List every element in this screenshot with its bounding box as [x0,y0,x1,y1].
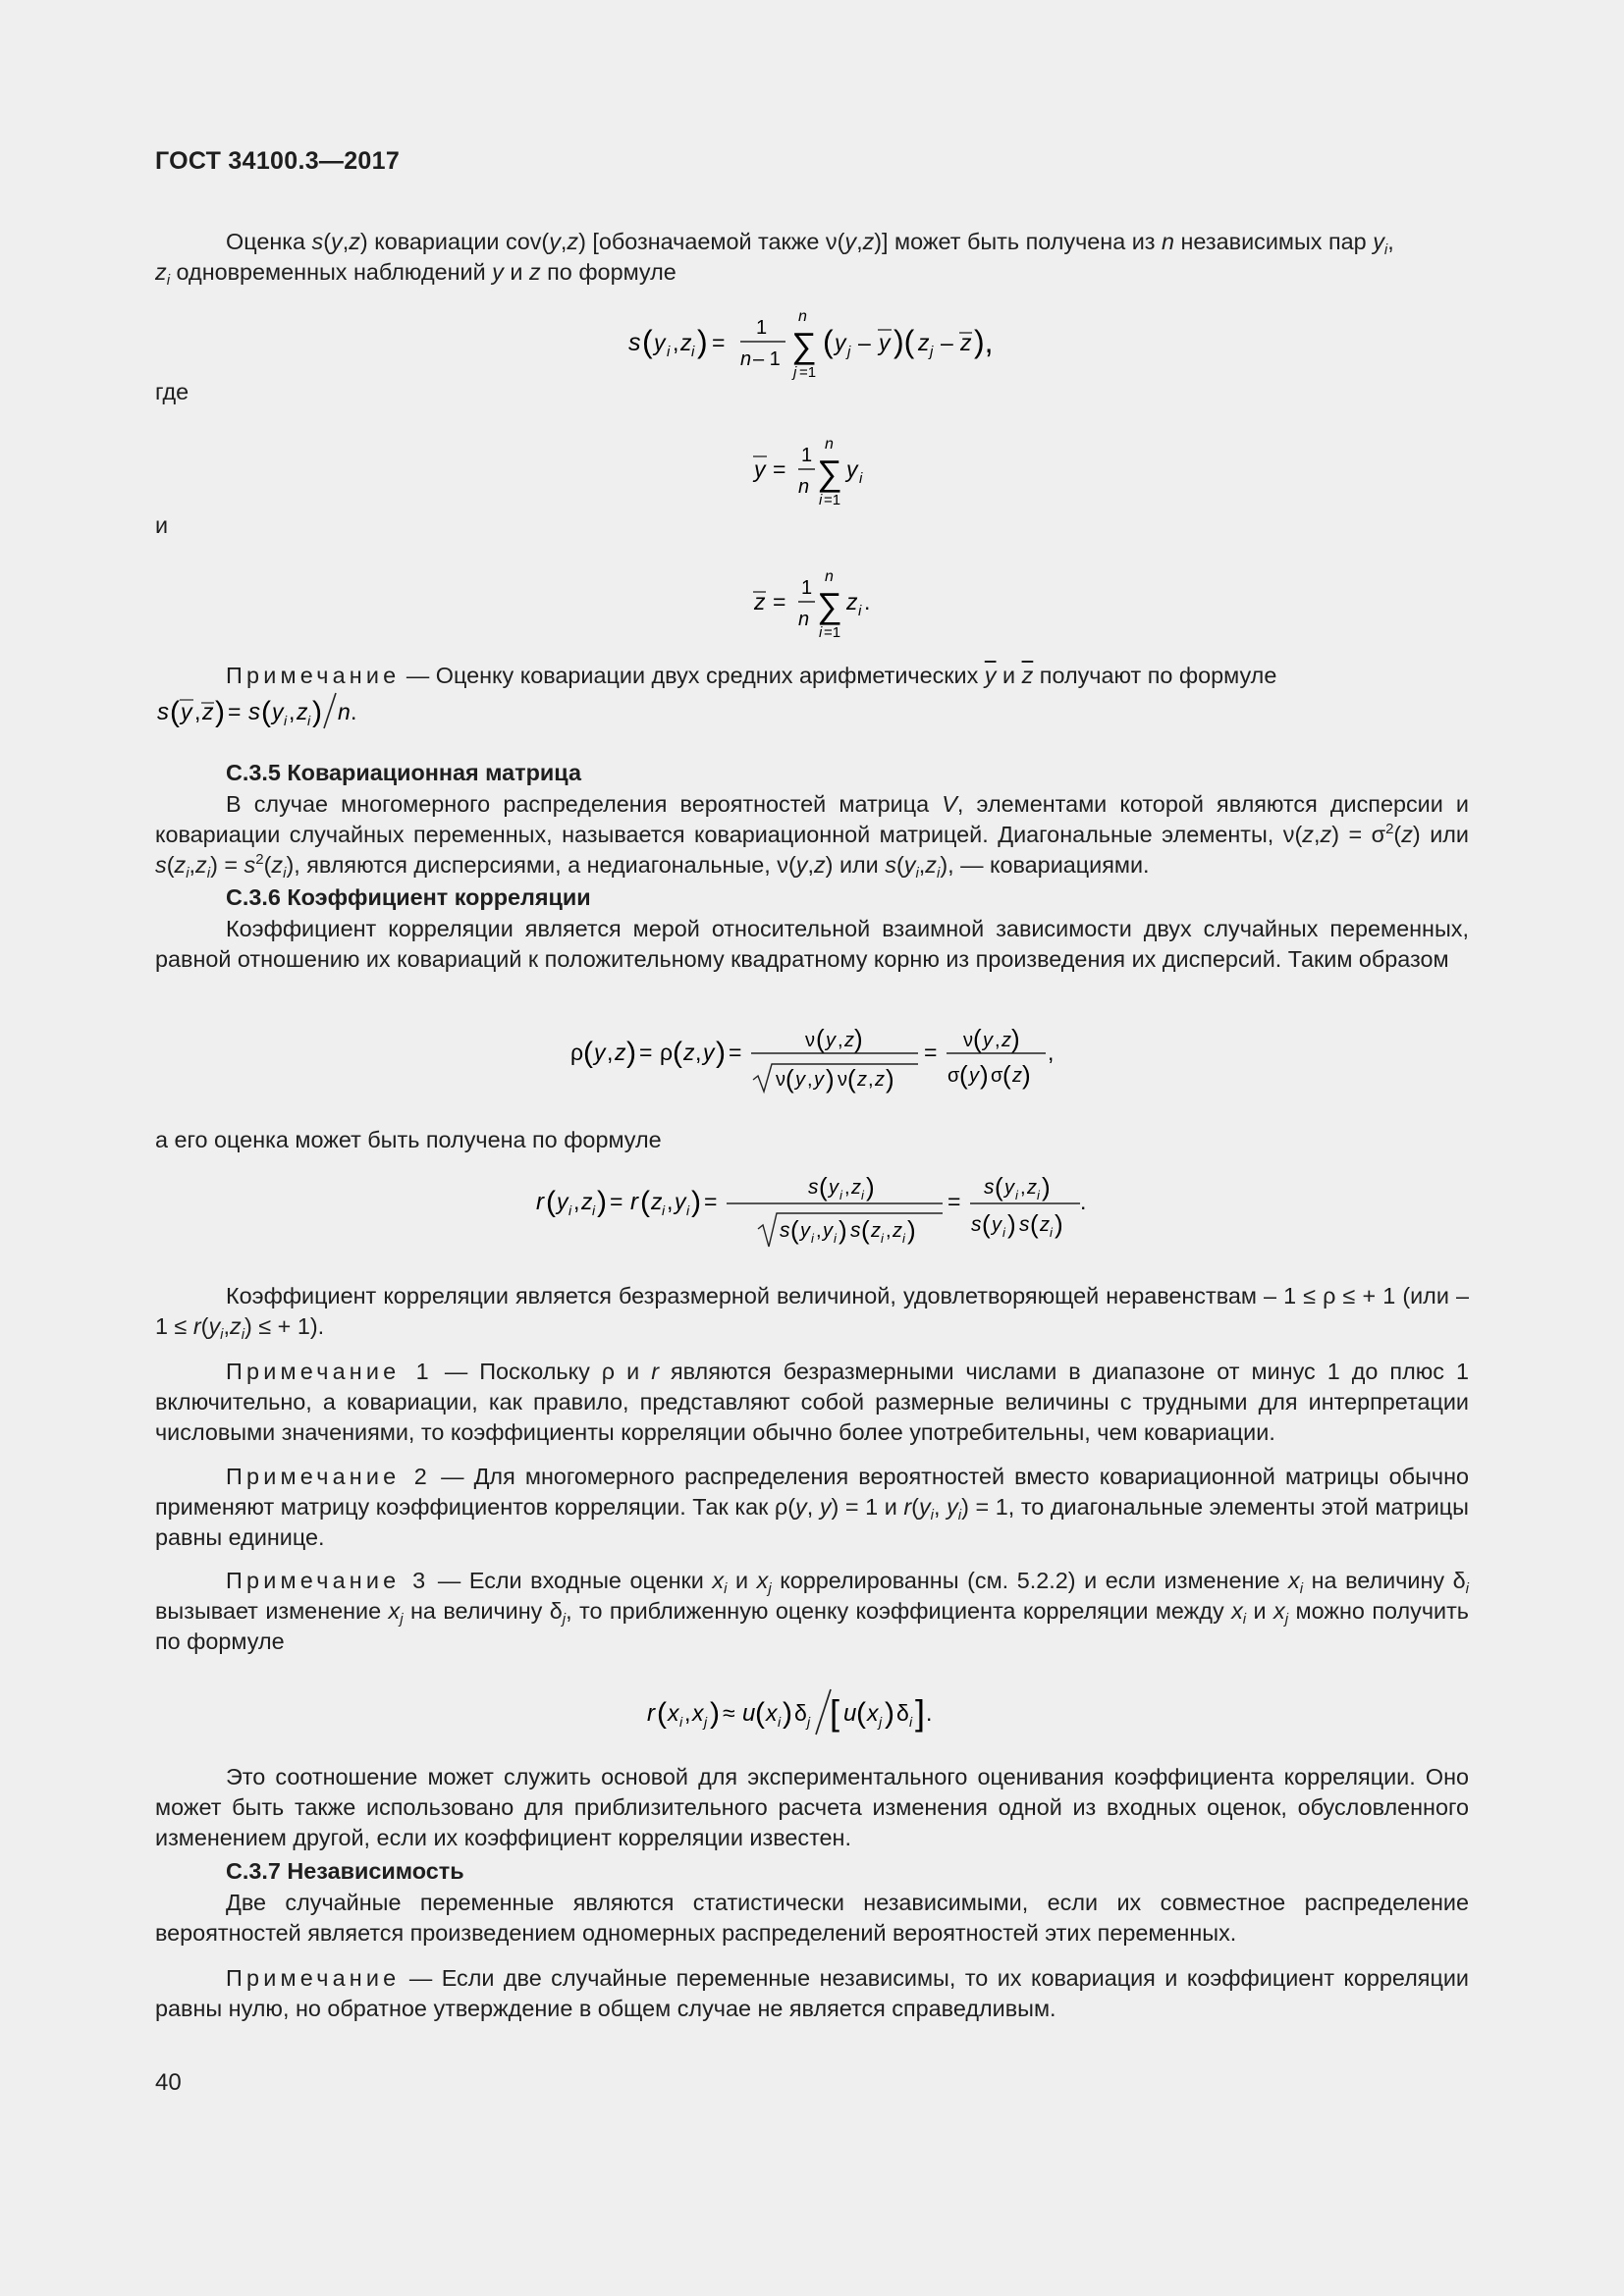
note-2: Примечание 2 — Для многомерного распределения вероятностей вместо ковариационной матрицы обычно применяют матрицу коэффициентов корреляции. Так как ρ(y, y) = 1 и $r(y_i$, $y_i) = 1$, то диагональные элементы этой матрицы равны единице. [155,1464,1470,1550]
svg-text:]: ] [915,1692,926,1733]
word-i: и [155,512,169,538]
svg-text:): ) [1007,1209,1016,1239]
svg-text:,: , [844,1177,850,1199]
svg-text:(: ( [856,1697,866,1730]
svg-text:(: ( [1002,1060,1011,1090]
svg-text:y: y [703,1040,715,1065]
mean-z-formula [746,564,893,653]
svg-text:): ) [697,324,708,359]
svg-text:,: , [816,1220,822,1242]
section-c36-text: Коэффициент корреляции является мерой относительной взаимной зависимости двух случайных переменных, равной отношению их ковариаций к положительному квадратному корню из произведения их дисперсий. Таким образом [155,916,1469,972]
svg-text:y: y [829,1177,839,1199]
svg-text:z: z [960,330,972,355]
svg-text:s: s [1019,1213,1030,1236]
svg-text:i: i [284,713,288,728]
svg-text:y: y [594,1040,606,1065]
svg-text:y: y [675,1189,686,1214]
svg-text:i: i [839,1188,842,1202]
svg-text:i: i [1015,1188,1018,1202]
svg-text:[: [ [830,1692,840,1733]
svg-text:j: j [704,1714,708,1730]
svg-text:): ) [866,1172,875,1201]
svg-text:): ) [783,1697,792,1730]
svg-text:σ: σ [947,1065,960,1087]
svg-text:,: , [868,1069,874,1091]
svg-text:i: i [909,1714,913,1730]
svg-text:(: ( [785,1064,794,1094]
svg-text:): ) [839,1215,847,1245]
svg-text:,: , [607,1040,614,1065]
svg-text:=: = [729,1040,742,1065]
svg-text:i: i [859,470,863,487]
note-label: Примечание [226,663,401,688]
svg-text:): ) [1011,1024,1020,1053]
svg-text:j: j [930,344,934,360]
svg-text:n: n [798,476,810,498]
svg-text:=: = [639,1040,653,1065]
svg-text:j: j [793,364,797,381]
svg-text:z: z [754,589,766,614]
svg-text:(: ( [755,1697,765,1730]
svg-text:n: n [338,699,351,724]
svg-text:i: i [667,344,671,360]
svg-text:(: ( [819,1172,828,1201]
svg-text:s: s [850,1219,861,1242]
svg-text:δ: δ [896,1700,909,1726]
svg-text:.: . [1080,1189,1087,1214]
svg-text:∑: ∑ [817,585,842,625]
svg-text:≈: ≈ [723,1700,735,1726]
svg-text:): ) [710,1697,720,1730]
svg-text:z: z [202,699,214,724]
svg-text:i: i [1050,1225,1053,1240]
svg-text:1: 1 [801,445,813,466]
svg-text:i: i [819,492,823,508]
svg-text:j: j [879,1714,883,1730]
svg-text:z: z [851,1177,861,1199]
svg-text:n: n [740,348,752,370]
svg-text:n: n [825,568,834,585]
svg-text:(: ( [583,1037,593,1069]
svg-text:i: i [686,1202,690,1218]
svg-text:ν: ν [776,1069,785,1091]
svg-text:i: i [834,1231,837,1246]
svg-text:y: y [835,330,846,355]
svg-text:.: . [926,1700,933,1726]
svg-text:–: – [858,330,871,355]
svg-text:x: x [668,1700,679,1726]
note-3: Примечание 3 — Если входные оценки $x_i$ и $x_j$ коррелированны (см. 5.2.2) и если изменение $x_i$ на величину $\delta_i$ вызывает изменение $x_j$ на величину $\delta_j$, то приближенную оценку коэффициента корреляции между $x_i$ и $x_j$ можно получить по формуле [155,1568,1470,1654]
svg-text:,: , [995,1030,1001,1051]
svg-text:,: , [573,1189,580,1214]
note-2-label: Примечание 2 [226,1464,431,1489]
svg-text:): ) [980,1060,989,1090]
svg-text:n: n [798,308,807,325]
svg-text:∑: ∑ [817,453,842,493]
svg-text:(: ( [959,1060,968,1090]
svg-text:s: s [157,699,169,725]
estimate-intro: а его оценка может быть получена по формуле [155,1127,662,1152]
svg-text:,: , [1048,1040,1055,1065]
svg-text:z: z [1040,1214,1050,1236]
approx-correlation-formula [643,1683,997,1740]
section-c36-heading: С.3.6 Коэффициент корреляции [226,884,591,910]
svg-text:=: = [947,1189,961,1214]
svg-text:z: z [918,330,930,355]
svg-text:): ) [1055,1209,1063,1239]
svg-text:(: ( [657,1697,667,1730]
note-3-label: Примечание 3 [226,1568,430,1593]
svg-text:u: u [742,1700,756,1727]
svg-text:i: i [662,1202,666,1218]
svg-text:i: i [1037,1188,1040,1202]
svg-text:(: ( [847,1064,856,1094]
svg-text:,: , [289,699,296,724]
svg-text:x: x [692,1700,704,1726]
svg-text:,: , [1020,1177,1026,1199]
svg-text:y: y [846,456,858,482]
svg-text:(: ( [261,696,271,728]
section-c35-heading: С.3.5 Ковариационная матрица [226,760,581,785]
svg-text:i: i [778,1714,782,1730]
svg-text:s: s [628,329,641,356]
document-header: ГОСТ 34100.3—2017 [155,147,401,175]
svg-text:): ) [215,696,225,728]
svg-text:y: y [814,1069,824,1091]
svg-text:z: z [651,1189,663,1214]
svg-text:n: n [798,609,810,630]
svg-text:i: i [679,1714,683,1730]
svg-text:z: z [857,1069,867,1091]
mean-y-formula [746,432,884,520]
svg-text:1: 1 [801,577,813,599]
svg-text:z: z [680,330,692,355]
svg-text:): ) [626,1037,636,1069]
svg-text:i: i [819,624,823,641]
svg-text:): ) [716,1037,726,1069]
svg-text:z: z [683,1040,695,1065]
svg-text:): ) [691,1186,701,1218]
note-mean-covariance: Примечание — Оценку ковариации двух средних арифметических $\overline{y}$ и $\overline{z}$ получают по формуле [226,663,1277,688]
svg-text:(: ( [1030,1209,1039,1239]
svg-text:(: ( [642,324,653,359]
svg-text:(: ( [170,696,180,728]
svg-text:i: i [568,1202,572,1218]
svg-text:z: z [875,1069,885,1091]
svg-text:)(: )( [893,324,915,359]
svg-text:i: i [307,713,311,728]
svg-text:(: ( [673,1037,682,1069]
svg-text:=: = [610,1189,623,1214]
svg-text:): ) [597,1186,607,1218]
svg-text:z: z [1012,1065,1022,1087]
svg-text:.: . [864,589,871,614]
svg-text:r: r [536,1189,544,1215]
svg-text:): ) [1022,1060,1031,1090]
correlation-estimate-formula [530,1170,1100,1258]
svg-text:σ: σ [991,1065,1003,1087]
svg-text:(: ( [973,1024,982,1053]
svg-text:ρ: ρ [570,1040,584,1065]
svg-text:s: s [984,1176,995,1199]
svg-text:s: s [971,1213,982,1236]
svg-text:1: 1 [756,317,768,339]
svg-text:(: ( [995,1172,1003,1201]
svg-text:y: y [654,330,666,355]
svg-text:,: , [667,1189,674,1214]
section-c37-heading: С.3.7 Независимость [226,1858,464,1884]
svg-text:i: i [858,603,862,619]
svg-text:– 1: – 1 [753,348,781,370]
svg-text:x: x [867,1700,879,1726]
svg-text:y: y [1004,1177,1014,1199]
svg-text:=1: =1 [824,492,841,508]
svg-text:,: , [886,1220,892,1242]
basis-paragraph: Это соотношение может служить основой для экспериментального оценивания коэффициента корреляции. Оно может быть также использовано для приблизительного расчета изменения одной из входных оценок, обусловленного изменением другой, если их коэффициент корреляции известен. [155,1764,1469,1850]
svg-text:s: s [808,1176,819,1199]
svg-text:y: y [754,456,766,482]
svg-text:z: z [844,1030,854,1051]
svg-text:z: z [846,589,858,614]
svg-text:n: n [825,436,834,453]
svg-text:r: r [630,1189,638,1215]
svg-text:y: y [969,1065,979,1087]
svg-text:u: u [843,1700,857,1727]
note-independence: Примечание — Если две случайные переменные независимы, то их ковариация и коэффициент корреляции равны нулю, но обратное утверждение в общем случае не является справедливым. [155,1965,1469,2021]
svg-text:,: , [194,699,201,724]
svg-text:=: = [773,589,786,614]
svg-text:i: i [811,1231,814,1246]
svg-text:=: = [704,1189,718,1214]
svg-text:y: y [823,1220,833,1242]
svg-text:∑: ∑ [791,325,817,365]
svg-text:s: s [248,699,260,725]
svg-text:(: ( [861,1215,870,1245]
svg-text:z: z [871,1220,881,1242]
svg-text:.: . [351,699,357,724]
svg-text:j: j [847,344,851,360]
svg-text:y: y [272,699,284,724]
svg-text:y: y [826,1030,836,1051]
svg-text:i: i [861,1188,864,1202]
svg-text:z: z [615,1040,626,1065]
svg-text:y: y [800,1220,810,1242]
svg-text:i: i [1002,1225,1005,1240]
svg-text:(: ( [790,1215,799,1245]
svg-text:r: r [647,1700,655,1727]
note-4-label: Примечание [226,1965,401,1991]
svg-text:i: i [592,1202,596,1218]
svg-text:i: i [691,344,695,360]
svg-text:j: j [807,1714,811,1730]
svg-text:z: z [1001,1030,1011,1051]
svg-text:,: , [838,1030,843,1051]
dimensionless-paragraph: Коэффициент корреляции является безразмерной величиной, удовлетворяющей неравенствам – 1 ≤ ρ ≤ + 1 ($или - 1 \le r(y_i,z_i)$ ≤ + 1). [155,1283,1469,1343]
svg-text:): ) [1042,1172,1051,1201]
intro-paragraph: Оценка s(y,z) ковариации cov(y,z) [обозначаемой также ν(y,z)] может быть получена из n независимых пар $y_i$, $z_i$ одновременных наблюдений y и z по формуле [155,229,1394,289]
svg-text:): ) [907,1215,916,1245]
covariance-formula [619,306,1031,385]
svg-text:ν: ν [838,1069,847,1091]
svg-text:ν: ν [963,1030,973,1051]
svg-text:): ) [826,1064,835,1094]
svg-text:,: , [673,330,679,355]
svg-text:i: i [881,1231,884,1246]
svg-text:): ) [886,1064,894,1094]
svg-text:y: y [879,330,891,355]
svg-text:=1: =1 [824,624,841,641]
note-1-label: Примечание 1 [226,1359,433,1384]
note-1: Примечание 1 — Поскольку ρ и r являются безразмерными числами в диапазоне от минус 1 до плюс 1 включительно, а ковариации, как правило, представляют собой размерные величины с трудными для интерпретации числовыми значениями, то коэффициенты корреляции обычно более употребительны, чем ковариации. [155,1359,1469,1445]
svg-text:y: y [557,1189,568,1214]
svg-text:=1: =1 [799,364,817,381]
svg-text:ν: ν [805,1030,815,1051]
section-c37-text: Две случайные переменные являются статистически независимыми, если их совместное распределение вероятностей является произведением одномерных распределений вероятностей этих переменных. [155,1890,1469,1946]
svg-text:): ) [885,1697,894,1730]
svg-text:y: y [795,1069,805,1091]
svg-text:(: ( [823,324,834,359]
svg-text:y: y [992,1214,1001,1236]
svg-text:): ) [312,696,322,728]
svg-text:–: – [941,330,953,355]
svg-text:(: ( [546,1186,556,1218]
svg-text:y: y [983,1030,993,1051]
svg-text:=: = [773,456,786,482]
svg-text:z: z [297,699,308,724]
svg-text:δ: δ [794,1700,807,1726]
svg-text:(: ( [982,1209,991,1239]
svg-text:z: z [581,1189,593,1214]
svg-text:x: x [766,1700,778,1726]
svg-text:,: , [684,1700,691,1726]
svg-text:=: = [228,699,242,724]
svg-text:): ) [854,1024,863,1053]
word-gde: где [155,379,189,404]
svg-text:z: z [1027,1177,1037,1199]
correlation-formula [565,1021,1075,1099]
svg-text:(: ( [816,1024,825,1053]
svg-text:=: = [712,330,726,355]
svg-text:=: = [924,1040,938,1065]
svg-text:(: ( [640,1186,650,1218]
svg-text:ρ: ρ [660,1040,674,1065]
section-c35-text: В случае многомерного распределения вероятностей матрица V, элементами которой являются дисперсии и ковариации случайных переменных, называется ковариационной матрицей. Диагональные элементы, $\nu(z,z) = \sigma^2(z)$ или $s(z_i,z_i) = s^2(z_i)$, являются дисперсиями, а недиагональные, ν(y,z) или $s(y_i,z_i)$, — ковариациями. [155,791,1469,881]
svg-text:,: , [695,1040,702,1065]
note-formula [153,687,408,736]
svg-text:y: y [181,699,192,724]
svg-text:z: z [893,1220,902,1242]
svg-text:),: ), [974,324,994,359]
svg-text:s: s [780,1219,790,1242]
page-number: 40 [155,2069,182,2096]
svg-text:,: , [807,1069,813,1091]
svg-text:i: i [902,1231,905,1246]
